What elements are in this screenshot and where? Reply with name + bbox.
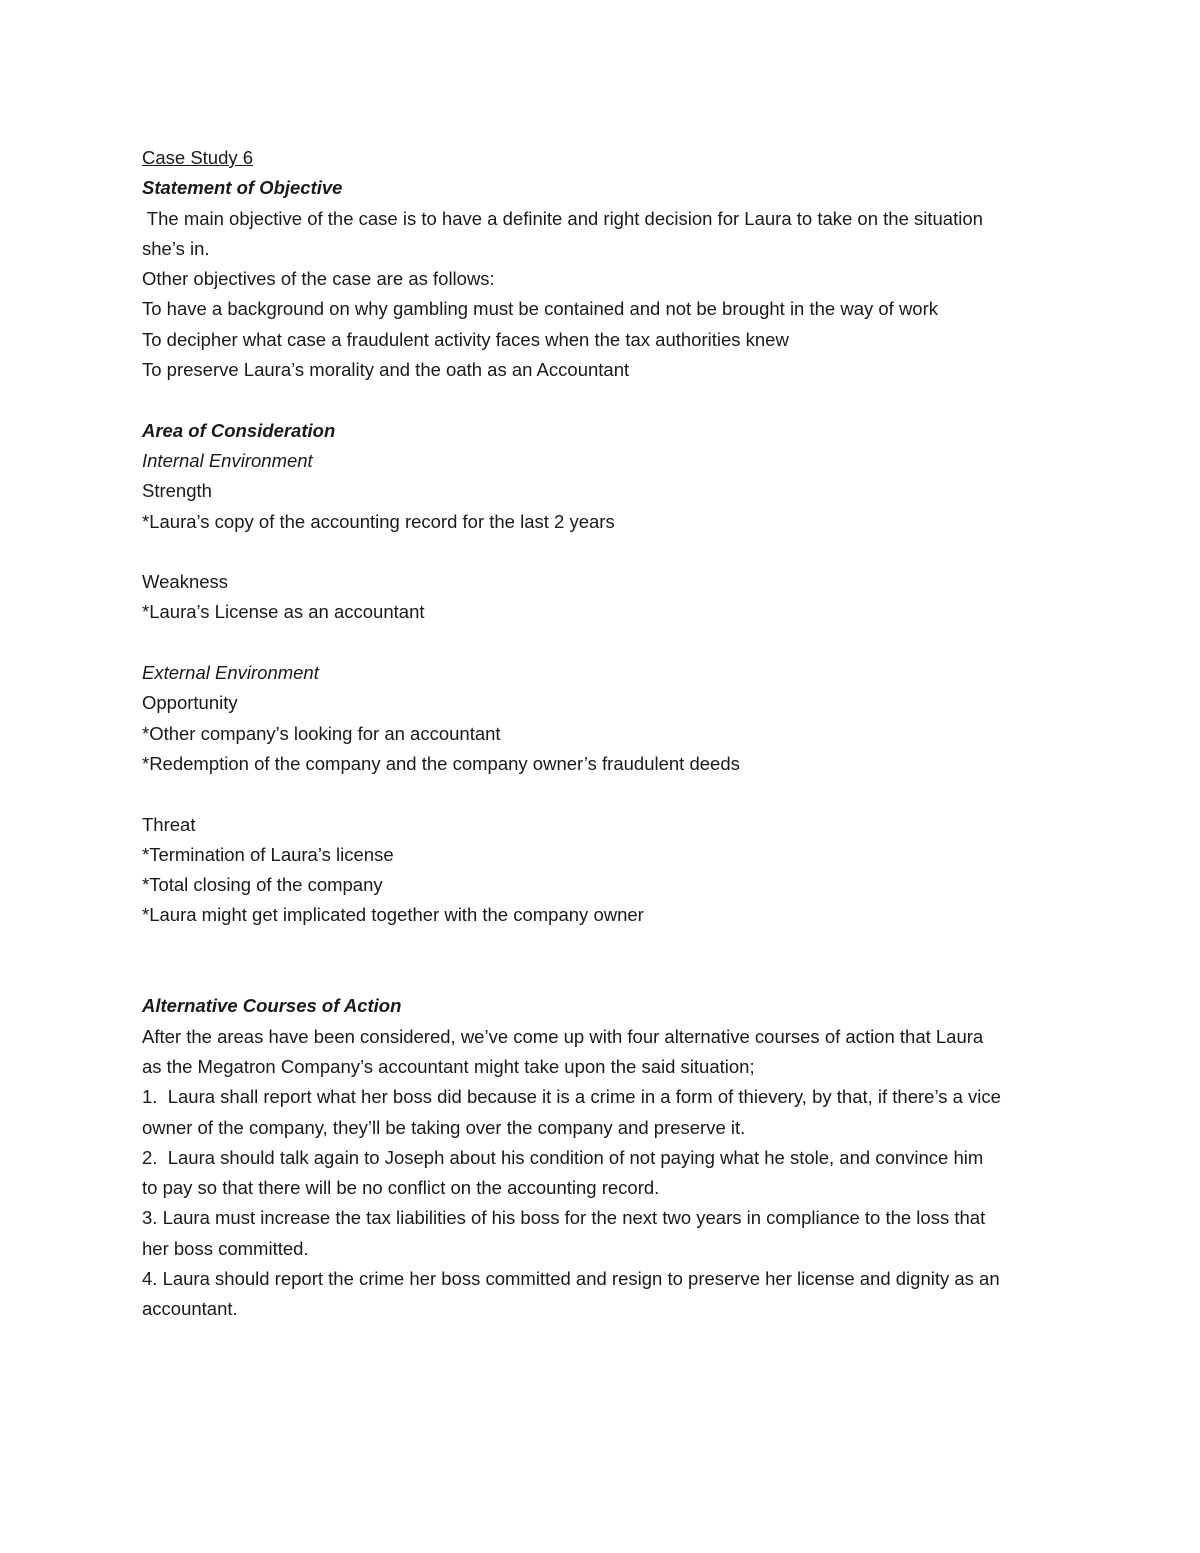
document-title: Case Study 6 [142,147,254,168]
alternatives-heading: Alternative Courses of Action [142,995,402,1017]
alternatives-line: as the Megatron Company’s accountant might take upon the said situation; [142,1055,755,1077]
alternatives-line: 1. Laura shall report what her boss did because it is a crime in a form of thievery, by that, if there’s a vice [142,1086,1001,1108]
alternatives-line: 3. Laura must increase the tax liabilities of his boss for the next two years in compliance to the loss that [142,1207,986,1229]
threat-label: Threat [142,813,196,835]
opportunity-item: *Redemption of the company and the company owner’s fraudulent deeds [142,752,740,774]
threat-item: *Termination of Laura’s license [142,843,394,865]
spacer [142,385,1072,415]
consideration-heading: Area of Consideration [142,419,336,441]
spacer [142,961,1072,991]
opportunity-label: Opportunity [142,692,238,714]
internal-environment-heading: Internal Environment [142,449,313,471]
objective-line: To decipher what case a fraudulent activity faces when the tax authorities knew [142,328,789,350]
opportunity-item: *Other company’s looking for an accountant [142,722,501,744]
objective-line: Other objectives of the case are as follows: [142,268,495,290]
alternatives-line: owner of the company, they’ll be taking over the company and preserve it. [142,1116,746,1138]
spacer [142,537,1072,567]
strength-item: *Laura’s copy of the accounting record for the last 2 years [142,510,615,532]
objective-heading: Statement of Objective [142,177,343,199]
threat-item: *Total closing of the company [142,874,383,896]
spacer [142,779,1072,809]
objective-line: To have a background on why gambling must be contained and not be brought in the way of work [142,298,939,320]
alternatives-line: accountant. [142,1298,238,1320]
spacer [142,628,1072,658]
objective-line: The main objective of the case is to have a definite and right decision for Laura to take on the situation [142,207,983,229]
spacer [142,931,1072,961]
threat-item: *Laura might get implicated together with the company owner [142,904,644,926]
alternatives-line: her boss committed. [142,1237,309,1259]
alternatives-line: to pay so that there will be no conflict on the accounting record. [142,1177,660,1199]
document-page [142,143,1072,1325]
strength-label: Strength [142,480,212,502]
alternatives-line: After the areas have been considered, we’ve come up with four alternative courses of action that Laura [142,1025,984,1047]
external-environment-heading: External Environment [142,662,319,684]
alternatives-line: 2. Laura should talk again to Joseph about his condition of not paying what he stole, and convince him [142,1146,984,1168]
objective-line: To preserve Laura’s morality and the oath as an Accountant [142,359,630,381]
alternatives-line: 4. Laura should report the crime her boss committed and resign to preserve her license and dignity as an [142,1267,1000,1289]
objective-line: she’s in. [142,237,210,259]
weakness-label: Weakness [142,571,229,593]
weakness-item: *Laura’s License as an accountant [142,601,425,623]
